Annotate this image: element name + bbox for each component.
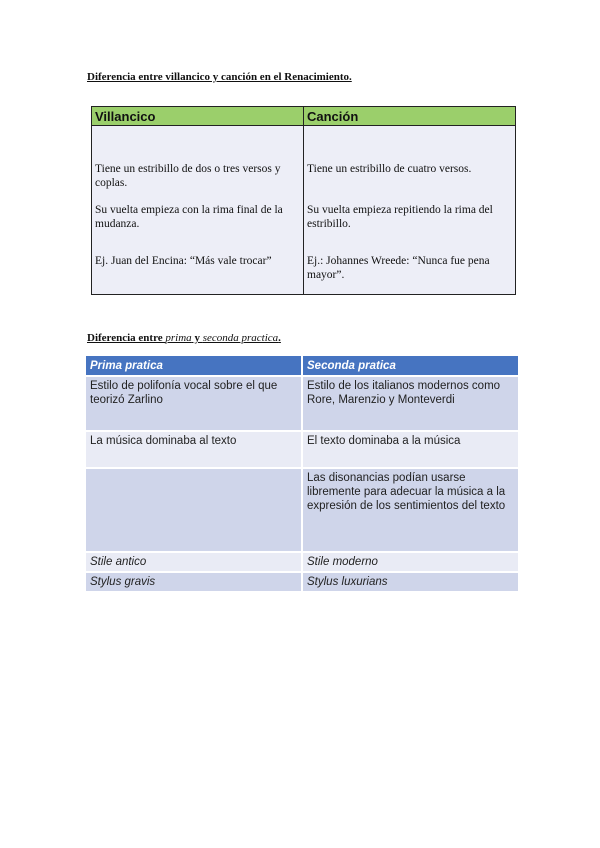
heading-text: Diferencia entre xyxy=(87,332,166,344)
table-row xyxy=(92,203,516,254)
table-cell: Estilo de los italianos modernos como Rore, Marenzio y Monteverdi xyxy=(302,376,518,431)
table-cell: El texto dominaba a la música xyxy=(302,431,518,468)
prima-seconda-table xyxy=(86,356,518,591)
table-cell xyxy=(86,468,302,552)
villancico-cancion-table xyxy=(91,106,516,295)
table-cell: Tiene un estribillo de cuatro versos. xyxy=(304,162,516,203)
table-cell: Su vuelta empieza con la rima final de la mudanza. xyxy=(92,203,304,254)
table-header-row xyxy=(86,356,518,376)
table-cell: Ej.: Johannes Wreede: “Nunca fue pena mayor”. xyxy=(304,254,516,295)
section1-heading: Diferencia entre villancico y canción en el Renacimiento. xyxy=(87,71,352,83)
table-cell: Stile moderno xyxy=(302,552,518,572)
header-villancico: Villancico xyxy=(92,107,304,126)
table-cell: Estilo de polifonía vocal sobre el que teorizó Zarlino xyxy=(86,376,302,431)
table-cell: La música dominaba al texto xyxy=(86,431,302,468)
heading-prima: prima xyxy=(165,332,192,344)
table-cell: Tiene un estribillo de dos o tres versos y coplas. xyxy=(92,162,304,203)
table-header-row xyxy=(92,107,516,126)
heading-text: y xyxy=(191,332,203,344)
table-cell: Stylus gravis xyxy=(86,572,302,591)
header-seconda-pratica: Seconda pratica xyxy=(302,356,518,376)
table-cell: Ej. Juan del Encina: “Más vale trocar” xyxy=(92,254,304,295)
table-spacer-row xyxy=(92,126,516,163)
table-cell: Las disonancias podían usarse libremente para adecuar la música a la expresión de los sentimientos del texto xyxy=(302,468,518,552)
header-prima-pratica: Prima pratica xyxy=(86,356,302,376)
heading-seconda: seconda practica xyxy=(202,332,279,344)
table-row xyxy=(86,572,518,591)
section2-heading xyxy=(87,332,281,344)
table-row xyxy=(92,254,516,295)
header-cancion: Canción xyxy=(304,107,516,126)
table-row xyxy=(86,431,518,468)
table-cell: Su vuelta empieza repitiendo la rima del estribillo. xyxy=(304,203,516,254)
table-cell: Stylus luxurians xyxy=(302,572,518,591)
table-row xyxy=(86,468,518,552)
table-row xyxy=(86,376,518,431)
table-cell: Stile antico xyxy=(86,552,302,572)
heading-text: . xyxy=(278,332,281,344)
table-row xyxy=(86,552,518,572)
table-row xyxy=(92,162,516,203)
